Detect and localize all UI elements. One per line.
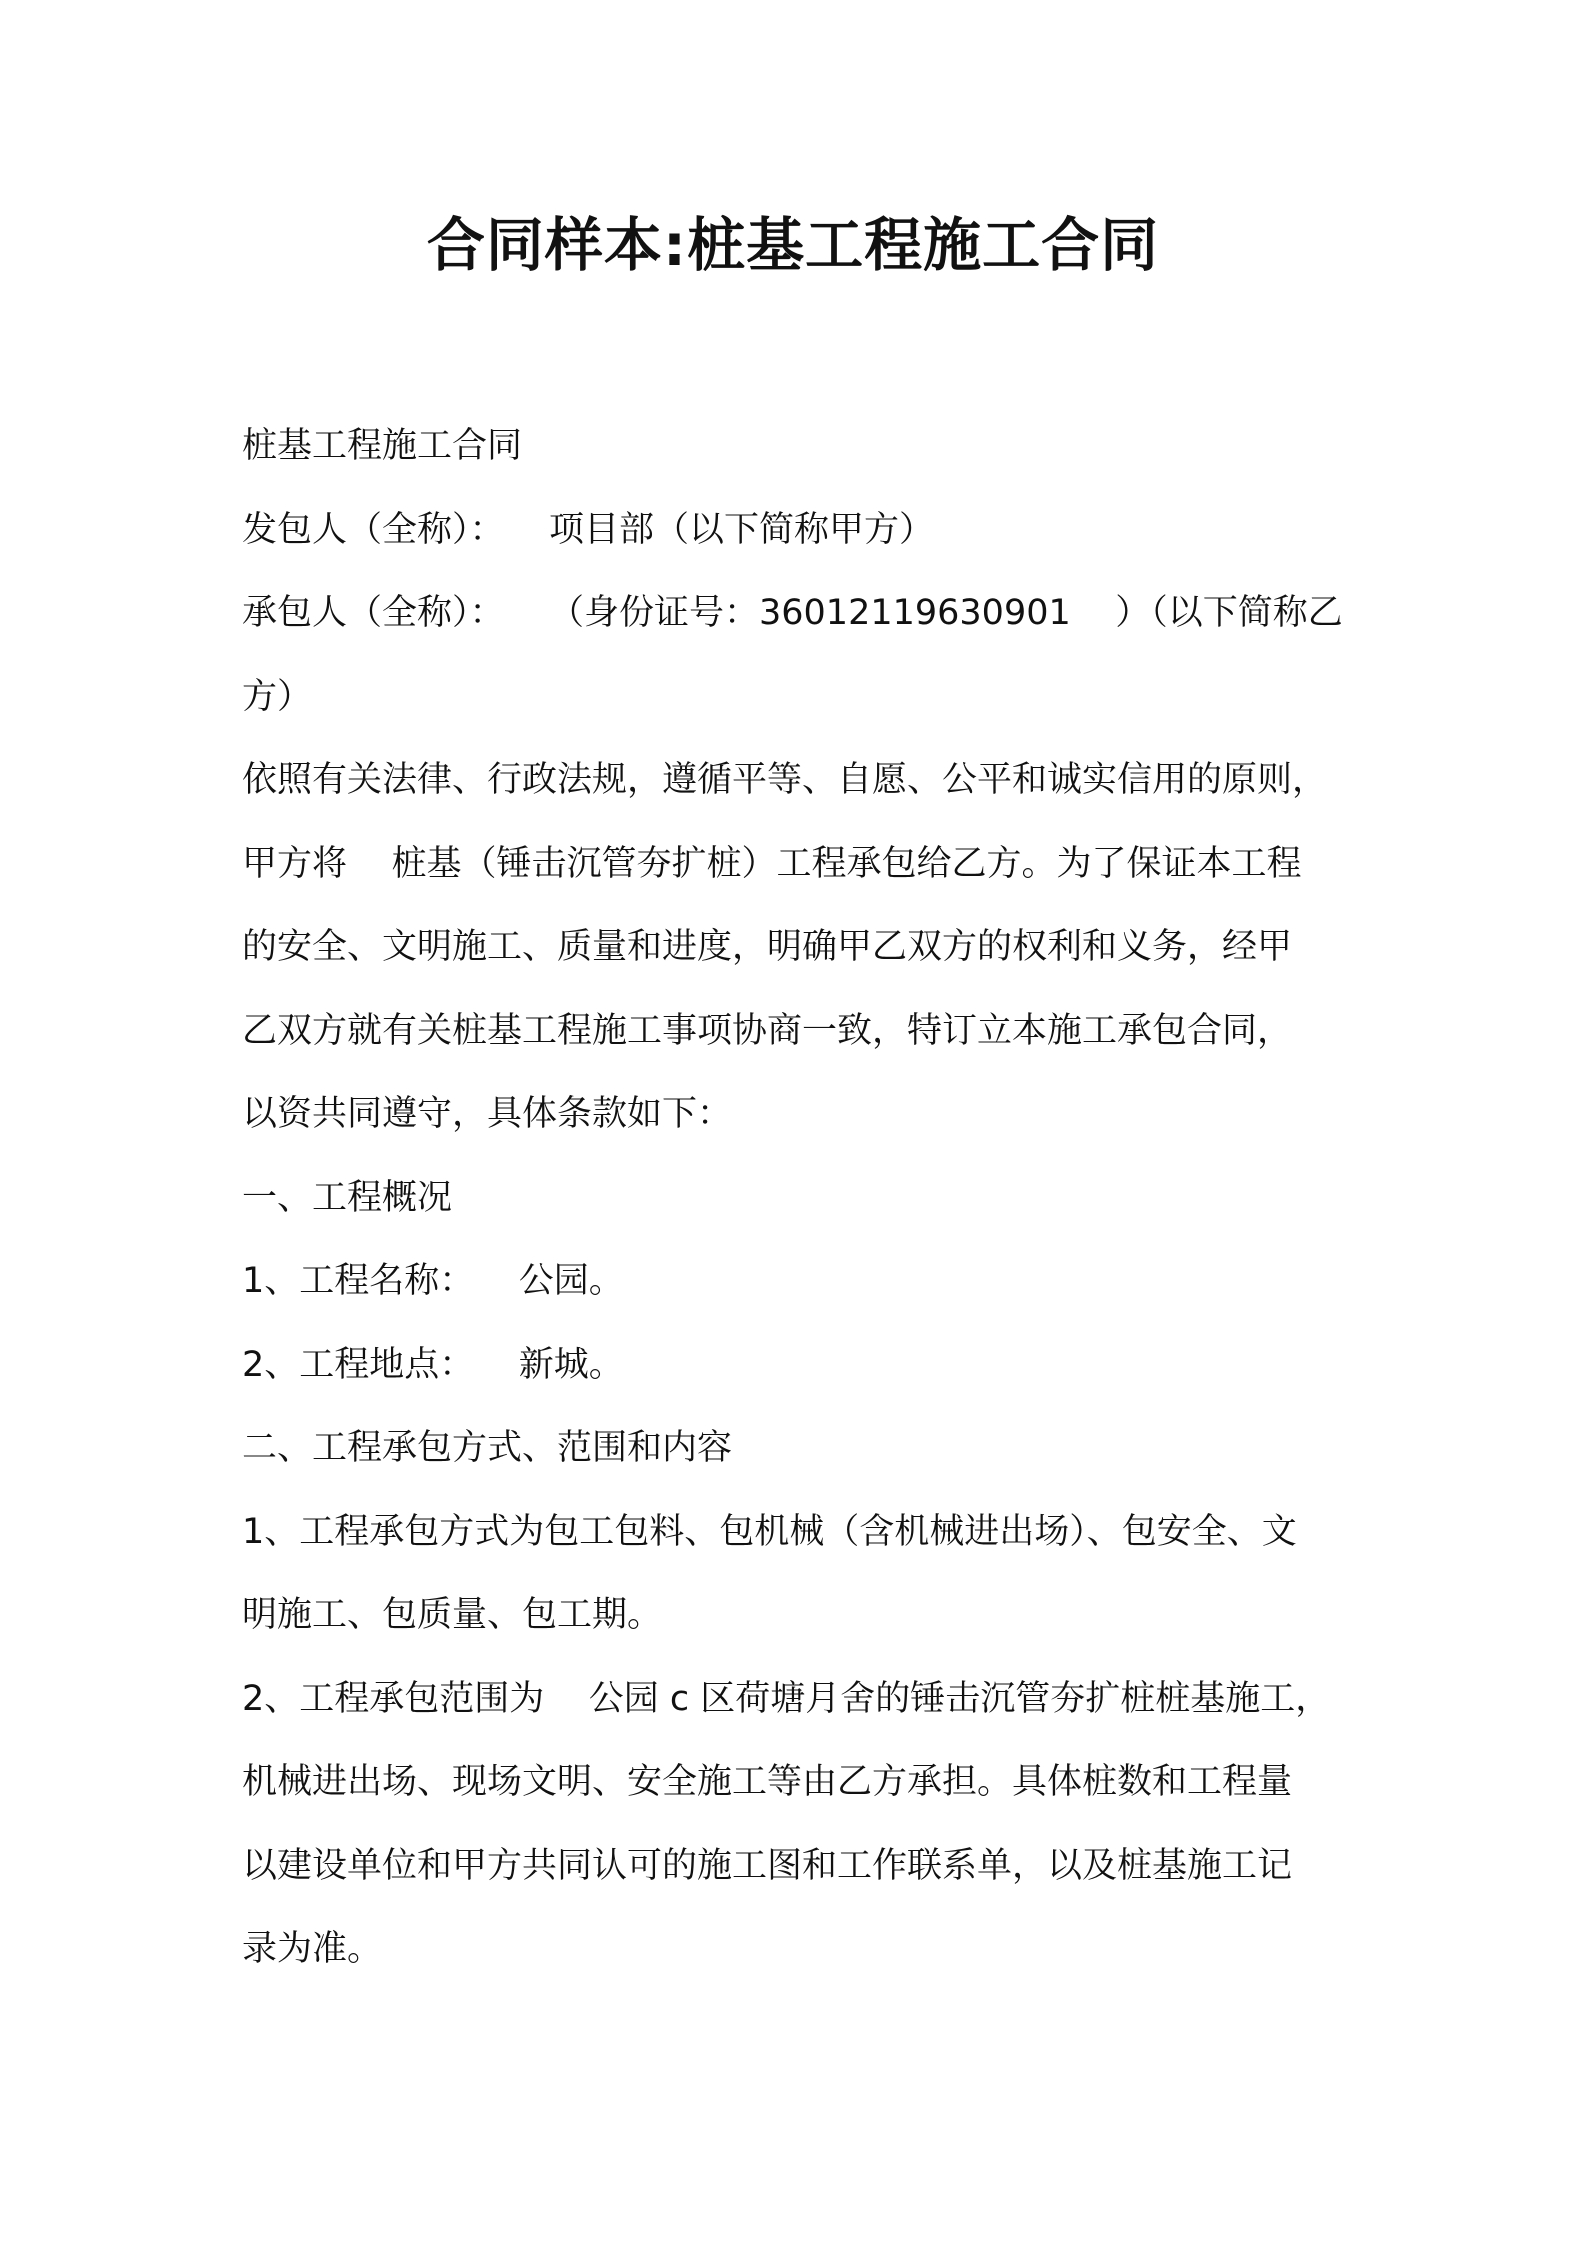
section-1-heading: 一、工程概况 [242, 1177, 453, 1218]
contract-body [242, 405, 1362, 1992]
contract-heading: 桩基工程施工合同 [242, 426, 523, 466]
party-b-line: 承包人（全称）： （身份证号：36012119630901 ）（以下简称乙 [242, 593, 1343, 633]
party-a-line: 发包人（全称）： 项目部（以下简称甲方） [242, 509, 935, 550]
project-name-line: 1、工程名称： 公园。 [242, 1261, 624, 1301]
clause-2-2-line-3: 以建设单位和甲方共同认可的施工图和工作联系单，以及桩基施工记 [242, 1845, 1293, 1886]
preamble-line-2: 甲方将 桩基（锤击沉管夯扩桩）工程承包给乙方。为了保证本工程 [242, 843, 1302, 884]
project-location-line: 2、工程地点： 新城。 [242, 1344, 624, 1385]
clause-2-2-line-2: 机械进出场、现场文明、安全施工等由乙方承担。具体桩数和工程量 [242, 1762, 1293, 1802]
preamble-line-5: 以资共同遵守，具体条款如下： [242, 1094, 733, 1134]
preamble-line-4: 乙双方就有关桩基工程施工事项协商一致，特订立本施工承包合同， [242, 1010, 1293, 1051]
clause-2-1-line-1: 1、工程承包方式为包工包料、包机械（含机械进出场）、包安全、文 [242, 1511, 1297, 1552]
party-b-line-continued: 方） [242, 676, 313, 717]
document-title: 合同样本:桩基工程施工合同 [426, 211, 1160, 279]
section-2-heading: 二、工程承包方式、范围和内容 [242, 1428, 733, 1468]
preamble-line-3: 的安全、文明施工、质量和进度，明确甲乙双方的权利和义务，经甲 [242, 927, 1293, 967]
clause-2-1-line-2: 明施工、包质量、包工期。 [242, 1595, 663, 1635]
clause-2-2-line-1: 2、工程承包范围为 公园 c 区荷塘月舍的锤击沉管夯扩桩桩基施工， [242, 1678, 1331, 1719]
clause-2-2-line-4: 录为准。 [242, 1929, 383, 1969]
preamble-line-1: 依照有关法律、行政法规，遵循平等、自愿、公平和诚实信用的原则， [242, 760, 1328, 800]
